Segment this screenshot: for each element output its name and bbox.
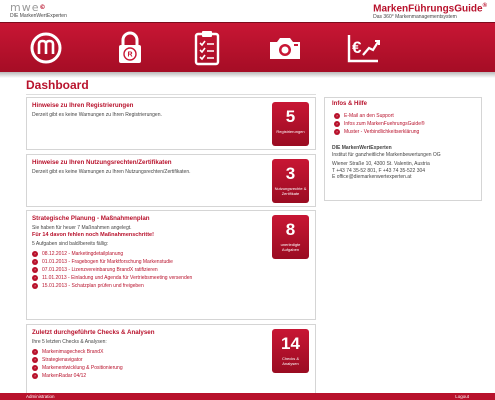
arrow-bullet-icon: ›: [334, 129, 340, 135]
product-subtitle: Das 360° Markenmanagementsystem: [373, 14, 457, 21]
org-address: Wiener Straße 10, 4300 St. Valentin, Austria: [332, 161, 430, 167]
arrow-bullet-icon: ›: [32, 259, 38, 265]
task-label: 11.01.2013 - Einladung und Agenda für Vertriebsmeeting versenden: [42, 275, 193, 281]
rights-badge[interactable]: [272, 159, 309, 203]
arrow-bullet-icon: ›: [334, 113, 340, 119]
title-divider: [26, 94, 316, 95]
org-name: DIE MarkenWertExperten: [332, 145, 392, 151]
task-label: 15.01.2013 - Schatzplan prüfen und freigeben: [42, 283, 144, 289]
checks-card: [26, 324, 316, 396]
task-link[interactable]: [32, 274, 192, 282]
arrow-bullet-icon: ›: [32, 357, 38, 363]
arrow-bullet-icon: ›: [32, 267, 38, 273]
task-link[interactable]: [32, 258, 192, 266]
administration-link[interactable]: Administration: [26, 394, 55, 399]
action-plan-line3: 5 Aufgaben sind bald/bereits fällig:: [32, 241, 109, 247]
arrow-bullet-icon: ›: [32, 251, 38, 257]
registrations-text: Derzeit gibt es keine Warnungen zu Ihren Registrierungen.: [32, 112, 162, 118]
rights-count: 3: [285, 164, 296, 183]
rights-text: Derzeit gibt es keine Warnungen zu Ihren Nutzungsrechten/Zertifikaten.: [32, 169, 191, 175]
tasks-badge-label: unerledigte Aufgaben: [280, 242, 301, 252]
product-logo: [373, 1, 487, 21]
checks-count: 14: [281, 334, 300, 353]
arrow-bullet-icon: ›: [32, 373, 38, 379]
action-plan-card: [26, 210, 316, 320]
task-list: [32, 250, 192, 290]
task-link[interactable]: [32, 250, 192, 258]
arrow-bullet-icon: ›: [32, 349, 38, 355]
main-nav: [0, 22, 495, 72]
logo-subtitle: DIE MarkenWertExperten: [10, 13, 67, 19]
rights-card: [26, 154, 316, 207]
rights-title: Hinweise zu Ihren Nutzungsrechten/Zertifikaten: [32, 159, 172, 166]
arrow-bullet-icon: ›: [32, 365, 38, 371]
info-help-title: Infos & Hilfe: [332, 101, 368, 107]
nav-brand-m-icon[interactable]: [26, 29, 66, 67]
org-description: Institut für ganzheitliche Markenbewertungen OG: [332, 151, 441, 158]
check-label: Markenimagecheck BrandX: [42, 349, 104, 355]
checks-badge-label: Checks & Analysen: [281, 356, 300, 366]
support-email-link[interactable]: [334, 112, 425, 120]
task-label: 07.01.2013 - Lizenzvereinbarung BrandX ratifizieren: [42, 267, 158, 273]
check-link[interactable]: [32, 356, 123, 364]
checks-line1: Ihre 5 letzten Checks & Analysen:: [32, 339, 107, 345]
task-label: 01.01.2013 - Fragebogen für Marktforschung Markenstudie: [42, 259, 173, 265]
check-label: Strategienavigator: [42, 357, 83, 363]
info-links: [334, 112, 425, 136]
info-help-panel: [324, 97, 482, 201]
logo-superscript: ©: [39, 4, 47, 11]
task-link[interactable]: [32, 266, 192, 274]
registrations-badge-label: Registrierungen: [276, 129, 305, 134]
registrations-title: Hinweise zu Ihren Registrierungen: [32, 102, 134, 109]
svg-text:€: €: [352, 38, 362, 57]
checks-list: [32, 348, 123, 380]
check-link[interactable]: [32, 364, 123, 372]
page-title: Dashboard: [26, 78, 89, 92]
logo-text: mwe: [10, 1, 40, 14]
arrow-bullet-icon: ›: [32, 283, 38, 289]
footer-bar: [0, 393, 495, 400]
tasks-count: 8: [285, 220, 296, 239]
info-link-label: Infos zum MarkenFuehrungsGuide®: [344, 121, 425, 127]
action-plan-title: Strategische Planung - Maßnahmenplan: [32, 215, 150, 222]
info-link-label: E-Mail an den Support: [344, 113, 394, 119]
checks-badge[interactable]: [272, 329, 309, 373]
product-title-mark: ®: [482, 3, 487, 9]
registrations-card: [26, 97, 316, 150]
check-label: Markenentwicklung & Positionierung: [42, 365, 123, 371]
org-phone: T +43 74 35-52 801, F +43 74 35-522 304: [332, 167, 426, 174]
declaration-template-link[interactable]: [334, 128, 425, 136]
svg-text:R: R: [127, 51, 133, 59]
mwe-logo[interactable]: [10, 2, 67, 19]
nav-registered-lock-icon[interactable]: [110, 29, 150, 67]
check-link[interactable]: [32, 348, 123, 356]
product-title: MarkenFührungsGuide: [373, 3, 483, 15]
nav-camera-icon[interactable]: [265, 29, 305, 67]
check-label: MarkenRadar 04/12: [42, 373, 87, 379]
check-link[interactable]: [32, 372, 123, 380]
task-link[interactable]: [32, 282, 192, 290]
action-plan-alert: Für 14 davon fehlen noch Maßnahmenschritte!: [32, 232, 154, 238]
rights-badge-label: Nutzungsrechte & Zertifikate: [274, 186, 307, 196]
nav-clipboard-checklist-icon[interactable]: [187, 29, 227, 67]
nav-euro-chart-icon[interactable]: [343, 29, 383, 67]
action-plan-line1: Sie haben für heuer 7 Maßnahmen angelegt.: [32, 225, 132, 231]
task-label: 08.12.2012 - Marketingdetailplanung: [42, 251, 124, 257]
guide-info-link[interactable]: [334, 120, 425, 128]
tasks-badge[interactable]: [272, 215, 309, 259]
org-email: E office@diemarkenwertexperten.at: [332, 174, 412, 180]
organization-info: [332, 145, 441, 181]
registrations-count: 5: [285, 107, 296, 126]
top-bar: [0, 0, 495, 22]
info-link-label: Muster - Verbindlichkeitserklärung: [344, 129, 420, 135]
logout-link[interactable]: Logout: [455, 394, 469, 399]
arrow-bullet-icon: ›: [334, 121, 340, 127]
arrow-bullet-icon: ›: [32, 275, 38, 281]
checks-title: Zuletzt durchgeführte Checks & Analysen: [32, 329, 155, 336]
registrations-badge[interactable]: [272, 102, 309, 146]
